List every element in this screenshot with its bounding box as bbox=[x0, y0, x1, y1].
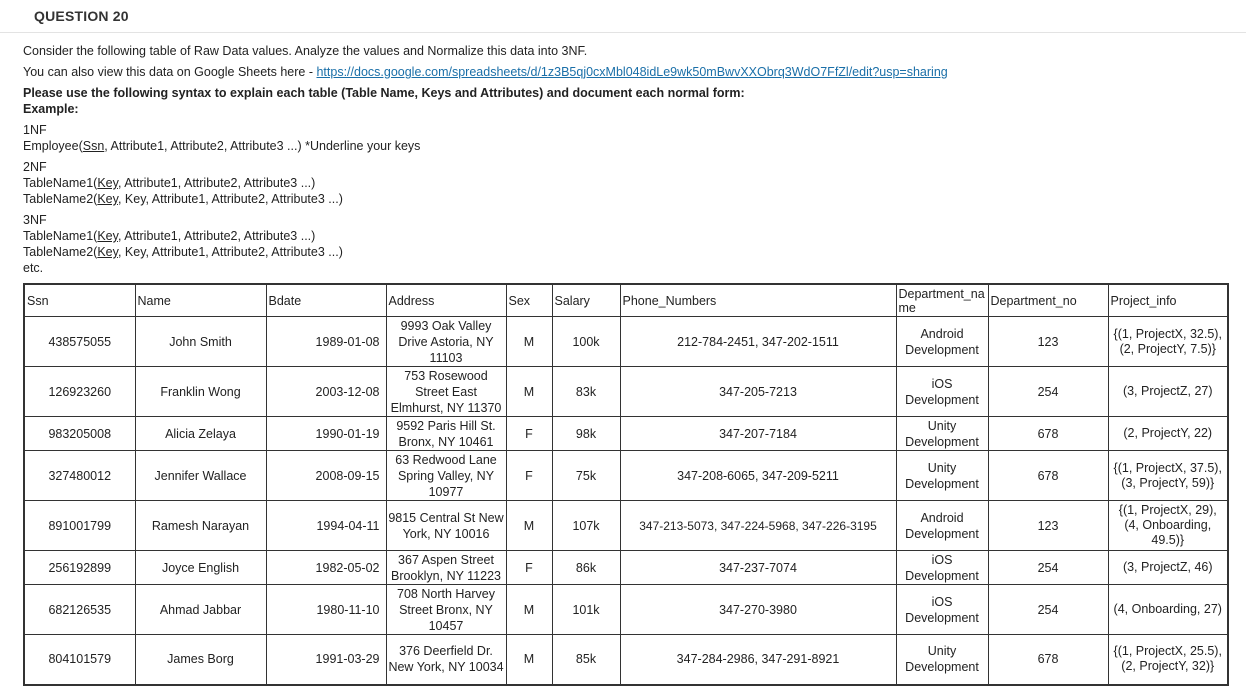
cell-sex: F bbox=[506, 451, 552, 501]
cell-salary: 83k bbox=[552, 367, 620, 417]
nf2-line2-prefix: TableName2( bbox=[23, 192, 98, 206]
cell-department-name: Unity Development bbox=[896, 451, 988, 501]
cell-ssn: 256192899 bbox=[24, 551, 135, 585]
nf3-line1-rest: , Attribute1, Attribute2, Attribute3 ...) bbox=[117, 229, 316, 243]
cell-sex: F bbox=[506, 417, 552, 451]
cell-name: James Borg bbox=[135, 635, 266, 685]
nf3-line2-prefix: TableName2( bbox=[23, 245, 98, 259]
nf2-line2-rest: , Key, Attribute1, Attribute2, Attribute3 ...) bbox=[117, 192, 343, 206]
cell-department-name: Unity Development bbox=[896, 417, 988, 451]
cell-name: Ahmad Jabbar bbox=[135, 585, 266, 635]
cell-sex: M bbox=[506, 585, 552, 635]
cell-ssn: 983205008 bbox=[24, 417, 135, 451]
cell-project-info: (3, ProjectZ, 27) bbox=[1108, 367, 1228, 417]
nf1-line1-prefix: Employee( bbox=[23, 139, 83, 153]
cell-phone-numbers: 347-270-3980 bbox=[620, 585, 896, 635]
cell-department-no: 123 bbox=[988, 317, 1108, 367]
cell-phone-numbers: 347-205-7213 bbox=[620, 367, 896, 417]
cell-department-name: iOS Development bbox=[896, 585, 988, 635]
cell-ssn: 126923260 bbox=[24, 367, 135, 417]
nf2-label: 2NF bbox=[23, 160, 47, 174]
cell-address: 708 North Harvey Street Bronx, NY 10457 bbox=[386, 585, 506, 635]
cell-bdate: 1991-03-29 bbox=[266, 635, 386, 685]
cell-address: 9993 Oak Valley Drive Astoria, NY 11103 bbox=[386, 317, 506, 367]
cell-address: 376 Deerfield Dr. New York, NY 10034 bbox=[386, 635, 506, 685]
table-header-row bbox=[24, 284, 1228, 317]
cell-ssn: 327480012 bbox=[24, 451, 135, 501]
etc-text: etc. bbox=[23, 261, 44, 275]
table-row bbox=[24, 585, 1228, 635]
table-row bbox=[24, 501, 1228, 551]
cell-phone-numbers: 347-208-6065, 347-209-5211 bbox=[620, 451, 896, 501]
nf2-line1 bbox=[23, 175, 948, 191]
cell-phone-numbers: 347-207-7184 bbox=[620, 417, 896, 451]
question-header bbox=[0, 0, 1246, 33]
nf3-line1-prefix: TableName1( bbox=[23, 229, 98, 243]
nf3-line2-key: Key bbox=[97, 245, 118, 259]
cell-sex: M bbox=[506, 501, 552, 551]
cell-department-name: Android Development bbox=[896, 501, 988, 551]
cell-project-info: (3, ProjectZ, 46) bbox=[1108, 551, 1228, 585]
nf3-line1-key: Key bbox=[97, 229, 118, 243]
table-row bbox=[24, 635, 1228, 685]
col-header-name: Name bbox=[135, 284, 266, 317]
col-header-phone-numbers: Phone_Numbers bbox=[620, 284, 896, 317]
cell-bdate: 1989-01-08 bbox=[266, 317, 386, 367]
cell-project-info: {(1, ProjectX, 29), (4, Onboarding, 49.5)} bbox=[1108, 501, 1228, 551]
table-row bbox=[24, 417, 1228, 451]
google-sheets-link[interactable]: https://docs.google.com/spreadsheets/d/1z3B5qj0cxMbl048idLe9wk50mBwvXXObrq3WdO7FfZl/edit?usp=sharing bbox=[316, 65, 948, 79]
cell-address: 9592 Paris Hill St. Bronx, NY 10461 bbox=[386, 417, 506, 451]
cell-address: 367 Aspen Street Brooklyn, NY 11223 bbox=[386, 551, 506, 585]
nf1-line1-rest: , Attribute1, Attribute2, Attribute3 ...) *Underline your keys bbox=[104, 139, 421, 153]
cell-department-no: 254 bbox=[988, 551, 1108, 585]
cell-bdate: 2008-09-15 bbox=[266, 451, 386, 501]
cell-project-info: {(1, ProjectX, 32.5), (2, ProjectY, 7.5)} bbox=[1108, 317, 1228, 367]
col-header-salary: Salary bbox=[552, 284, 620, 317]
cell-salary: 98k bbox=[552, 417, 620, 451]
cell-salary: 100k bbox=[552, 317, 620, 367]
cell-salary: 85k bbox=[552, 635, 620, 685]
cell-project-info: {(1, ProjectX, 25.5), (2, ProjectY, 32)} bbox=[1108, 635, 1228, 685]
col-header-project-info: Project_info bbox=[1108, 284, 1228, 317]
col-header-department-no: Department_no bbox=[988, 284, 1108, 317]
cell-department-name: iOS Development bbox=[896, 367, 988, 417]
table-row bbox=[24, 451, 1228, 501]
cell-name: Joyce English bbox=[135, 551, 266, 585]
nf2-line1-key: Key bbox=[97, 176, 118, 190]
cell-project-info: (2, ProjectY, 22) bbox=[1108, 417, 1228, 451]
nf1-label: 1NF bbox=[23, 123, 47, 137]
raw-data-table bbox=[23, 283, 1229, 686]
cell-project-info: (4, Onboarding, 27) bbox=[1108, 585, 1228, 635]
intro-text: Consider the following table of Raw Data values. Analyze the values and Normalize this data into 3NF. bbox=[23, 44, 588, 58]
cell-bdate: 1990-01-19 bbox=[266, 417, 386, 451]
cell-department-name: Android Development bbox=[896, 317, 988, 367]
cell-bdate: 2003-12-08 bbox=[266, 367, 386, 417]
sheets-prefix: You can also view this data on Google Sheets here - bbox=[23, 65, 317, 79]
cell-ssn: 804101579 bbox=[24, 635, 135, 685]
cell-name: Franklin Wong bbox=[135, 367, 266, 417]
nf2-line2-key: Key bbox=[97, 192, 118, 206]
cell-department-no: 254 bbox=[988, 367, 1108, 417]
example-label: Example: bbox=[23, 102, 79, 116]
nf3-line2 bbox=[23, 244, 948, 260]
cell-address: 9815 Central St New York, NY 10016 bbox=[386, 501, 506, 551]
cell-address: 753 Rosewood Street East Elmhurst, NY 11370 bbox=[386, 367, 506, 417]
cell-department-name: iOS Development bbox=[896, 551, 988, 585]
cell-salary: 107k bbox=[552, 501, 620, 551]
instructions-text: Please use the following syntax to explain each table (Table Name, Keys and Attributes) and document each normal form: bbox=[23, 86, 745, 100]
table-row bbox=[24, 317, 1228, 367]
cell-salary: 86k bbox=[552, 551, 620, 585]
question-body bbox=[23, 43, 948, 276]
cell-salary: 101k bbox=[552, 585, 620, 635]
cell-ssn: 438575055 bbox=[24, 317, 135, 367]
col-header-department-name: Department_name bbox=[896, 284, 988, 317]
cell-department-name: Unity Development bbox=[896, 635, 988, 685]
cell-sex: M bbox=[506, 317, 552, 367]
cell-department-no: 678 bbox=[988, 635, 1108, 685]
table-row bbox=[24, 367, 1228, 417]
cell-name: Jennifer Wallace bbox=[135, 451, 266, 501]
cell-salary: 75k bbox=[552, 451, 620, 501]
col-header-bdate: Bdate bbox=[266, 284, 386, 317]
nf1-line1 bbox=[23, 138, 948, 154]
cell-name: Alicia Zelaya bbox=[135, 417, 266, 451]
cell-phone-numbers: 212-784-2451, 347-202-1511 bbox=[620, 317, 896, 367]
cell-ssn: 682126535 bbox=[24, 585, 135, 635]
cell-project-info: {(1, ProjectX, 37.5), (3, ProjectY, 59)} bbox=[1108, 451, 1228, 501]
cell-address: 63 Redwood Lane Spring Valley, NY 10977 bbox=[386, 451, 506, 501]
cell-department-no: 678 bbox=[988, 451, 1108, 501]
cell-phone-numbers: 347-237-7074 bbox=[620, 551, 896, 585]
nf2-line1-prefix: TableName1( bbox=[23, 176, 98, 190]
cell-bdate: 1994-04-11 bbox=[266, 501, 386, 551]
nf3-label: 3NF bbox=[23, 213, 47, 227]
cell-phone-numbers: 347-284-2986, 347-291-8921 bbox=[620, 635, 896, 685]
cell-ssn: 891001799 bbox=[24, 501, 135, 551]
cell-bdate: 1980-11-10 bbox=[266, 585, 386, 635]
question-title: QUESTION 20 bbox=[34, 8, 129, 24]
cell-name: John Smith bbox=[135, 317, 266, 367]
nf2-line1-rest: , Attribute1, Attribute2, Attribute3 ...) bbox=[117, 176, 316, 190]
cell-bdate: 1982-05-02 bbox=[266, 551, 386, 585]
cell-name: Ramesh Narayan bbox=[135, 501, 266, 551]
cell-department-no: 123 bbox=[988, 501, 1108, 551]
nf2-line2 bbox=[23, 191, 948, 207]
cell-department-no: 254 bbox=[988, 585, 1108, 635]
col-header-address: Address bbox=[386, 284, 506, 317]
cell-phone-numbers: 347-213-5073, 347-224-5968, 347-226-3195 bbox=[620, 501, 896, 551]
cell-department-no: 678 bbox=[988, 417, 1108, 451]
nf1-line1-key: Ssn bbox=[82, 139, 105, 153]
table-row bbox=[24, 551, 1228, 585]
col-header-ssn: Ssn bbox=[24, 284, 135, 317]
sheets-line bbox=[23, 64, 948, 80]
cell-sex: F bbox=[506, 551, 552, 585]
col-header-sex: Sex bbox=[506, 284, 552, 317]
nf3-line2-rest: , Key, Attribute1, Attribute2, Attribute3 ...) bbox=[117, 245, 343, 259]
nf3-line1 bbox=[23, 228, 948, 244]
cell-sex: M bbox=[506, 367, 552, 417]
cell-sex: M bbox=[506, 635, 552, 685]
